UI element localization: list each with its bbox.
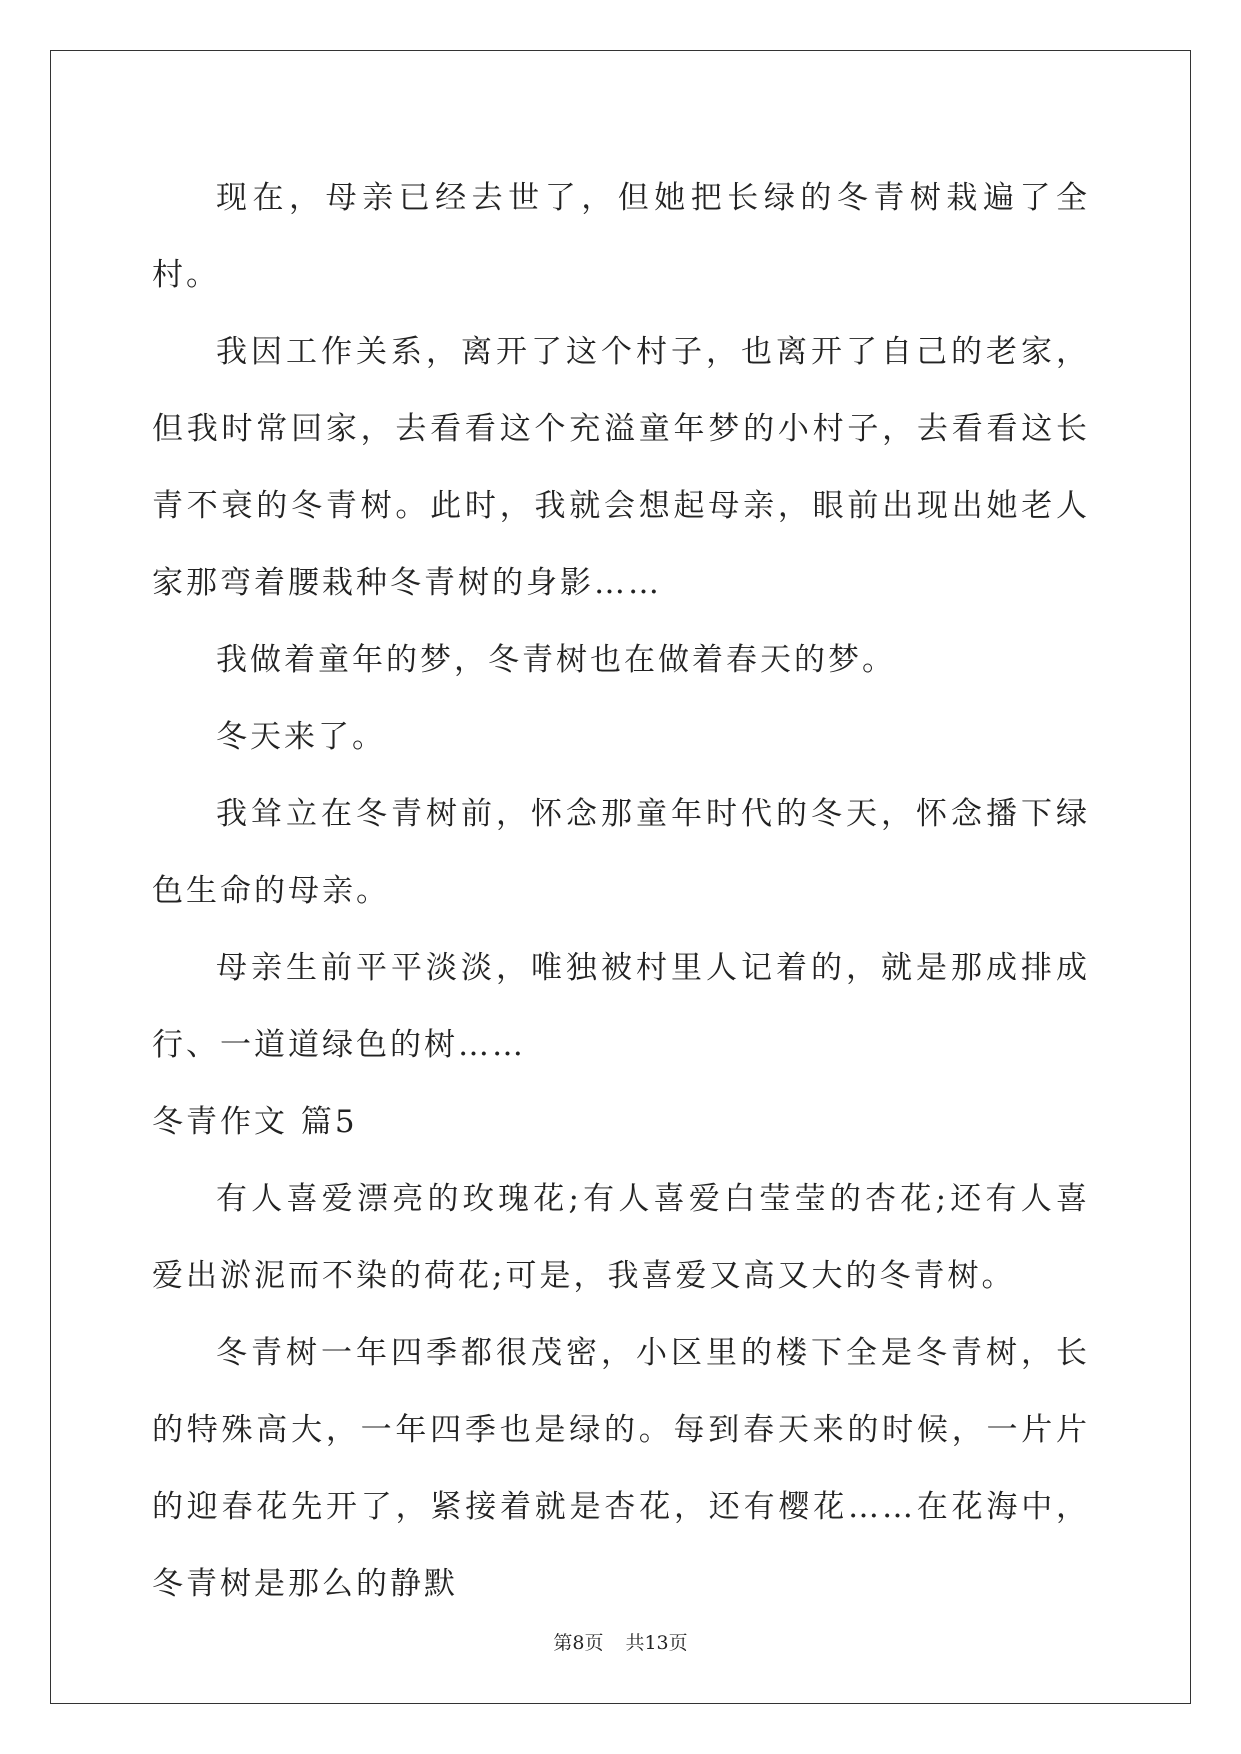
paragraph: 冬天来了。 bbox=[216, 719, 386, 755]
paragraph: 有人喜爱漂亮的玫瑰花;有人喜爱白莹莹的杏花;还有人喜爱出淤泥而不染的荷花;可是，我喜爱又高又大的冬青树。 bbox=[152, 1181, 1090, 1294]
total-pages: 共13页 bbox=[625, 1632, 688, 1654]
paragraph: 冬青树一年四季都很茂密，小区里的楼下全是冬青树，长的特殊高大，一年四季也是绿的。每到春天来的时候，一片片的迎春花先开了，紧接着就是杏花，还有樱花……在花海中，冬青树是那么的静默 bbox=[152, 1335, 1090, 1602]
paragraph: 现在，母亲已经去世了，但她把长绿的冬青树栽遍了全村。 bbox=[152, 180, 1090, 293]
current-page-number: 第8页 bbox=[553, 1632, 604, 1654]
paragraph: 母亲生前平平淡淡，唯独被村里人记着的，就是那成排成行、一道道绿色的树…… bbox=[152, 950, 1090, 1063]
section-heading: 冬青作文 篇5 bbox=[152, 1104, 358, 1140]
page-footer bbox=[0, 1628, 1241, 1655]
paragraph: 我做着童年的梦，冬青树也在做着春天的梦。 bbox=[216, 642, 896, 678]
document-body bbox=[152, 160, 1090, 1623]
paragraph: 我因工作关系，离开了这个村子，也离开了自己的老家，但我时常回家，去看看这个充溢童年梦的小村子，去看看这长青不衰的冬青树。此时，我就会想起母亲，眼前出现出她老人家那弯着腰栽种冬青树的身影…… bbox=[152, 334, 1090, 601]
paragraph: 我耸立在冬青树前，怀念那童年时代的冬天，怀念播下绿色生命的母亲。 bbox=[152, 796, 1090, 909]
